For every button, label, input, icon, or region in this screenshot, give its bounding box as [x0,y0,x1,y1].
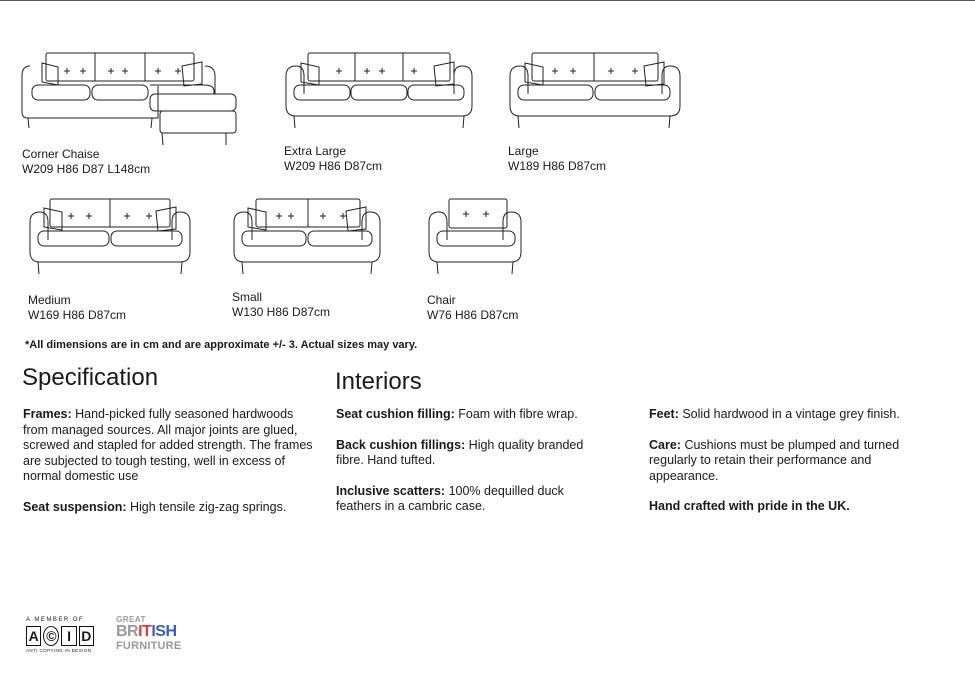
specification-column [23,407,313,530]
specification-heading: Specification [22,364,159,391]
gbf-furniture: FURNITURE [116,640,182,652]
medium-drawing [28,198,194,291]
frames-text: Hand-picked fully seasoned hardwoods from managed sources. All major joints are glued, screwed and stapled for added strength. The frames are subjected to tough testing, well in excess of normal domestic use [23,407,313,483]
feet-paragraph [649,407,924,423]
corner-chaise-drawing [22,52,238,147]
feet-label: Feet: [649,407,679,421]
frames-paragraph [23,407,313,485]
suspension-paragraph [23,500,313,516]
gbf-british [116,624,181,640]
seat-paragraph [336,407,604,423]
acid-member-text: A MEMBER OF [26,617,85,623]
model-dimensions: W209 H86 D87cm [284,159,383,173]
acid-letter: I [61,626,76,646]
model-corner-chaise [22,52,238,177]
feet-text: Solid hardwood in a vintage grey finish. [678,407,900,421]
model-dimensions: W169 H86 D87cm [28,308,127,322]
extra-large-drawing [284,52,474,144]
model-name: Chair [427,293,456,307]
care-text: Cushions must be plumped and turned regularly to retain their performance and appearance. [649,437,900,483]
gbf-british-part: ISH [151,623,177,640]
back-paragraph [336,438,604,469]
gbf-great: GREAT [116,615,146,624]
care-paragraph [649,438,924,485]
seat-label: Seat cushion filling: [336,407,455,421]
gbf-british-part: IT [138,623,152,640]
care-label: Care: [649,437,681,452]
chair-drawing [427,198,525,291]
gbf-british-part: BR [116,623,139,640]
dimensions-note: *All dimensions are in cm and are approximate +/- 3. Actual sizes may vary. [25,339,418,351]
model-dimensions: W130 H86 D87cm [232,305,331,319]
handcrafted-text: Hand crafted with pride in the UK. [649,499,850,513]
interiors-heading: Interiors [335,368,422,395]
seat-text: Foam with fibre wrap. [454,407,578,421]
model-medium [28,198,194,323]
handcrafted-paragraph [649,499,924,515]
model-name: Extra Large [284,144,347,158]
suspension-label: Seat suspension: [23,499,127,514]
back-label: Back cushion fillings: [336,437,466,452]
model-name: Medium [28,293,71,307]
model-extra-large [284,52,474,174]
acid-subtitle: ANTI COPYING IN DESIGN [26,648,92,653]
great-british-furniture-logo [116,615,181,652]
model-small [232,198,384,320]
model-name: Small [232,290,263,304]
acid-logo [26,617,96,654]
scatters-paragraph [336,484,604,515]
model-dimensions: W76 H86 D87cm [427,308,519,322]
acid-letter: D [79,626,94,646]
interiors-column [336,407,604,530]
scatters-text: 100% dequilled duck feathers in a cambric case. [336,483,564,513]
model-large [508,52,682,174]
top-rule [0,0,975,1]
back-text: High quality branded fibre. Hand tufted. [336,437,584,467]
acid-letters [26,626,96,646]
model-dimensions: W209 H86 D87 L148cm [22,162,151,176]
details-column [649,407,924,530]
large-drawing [508,52,682,144]
acid-letter: A [26,626,41,646]
frames-label: Frames: [23,407,72,421]
model-chair [427,198,525,323]
scatters-label: Inclusive scatters: [336,483,446,498]
model-name: Large [508,144,539,158]
model-name: Corner Chaise [22,147,100,161]
acid-letter: © [43,626,59,646]
model-dimensions: W189 H86 D87cm [508,159,607,173]
suspension-text: High tensile zig-zag springs. [126,499,287,514]
small-drawing [232,198,384,290]
